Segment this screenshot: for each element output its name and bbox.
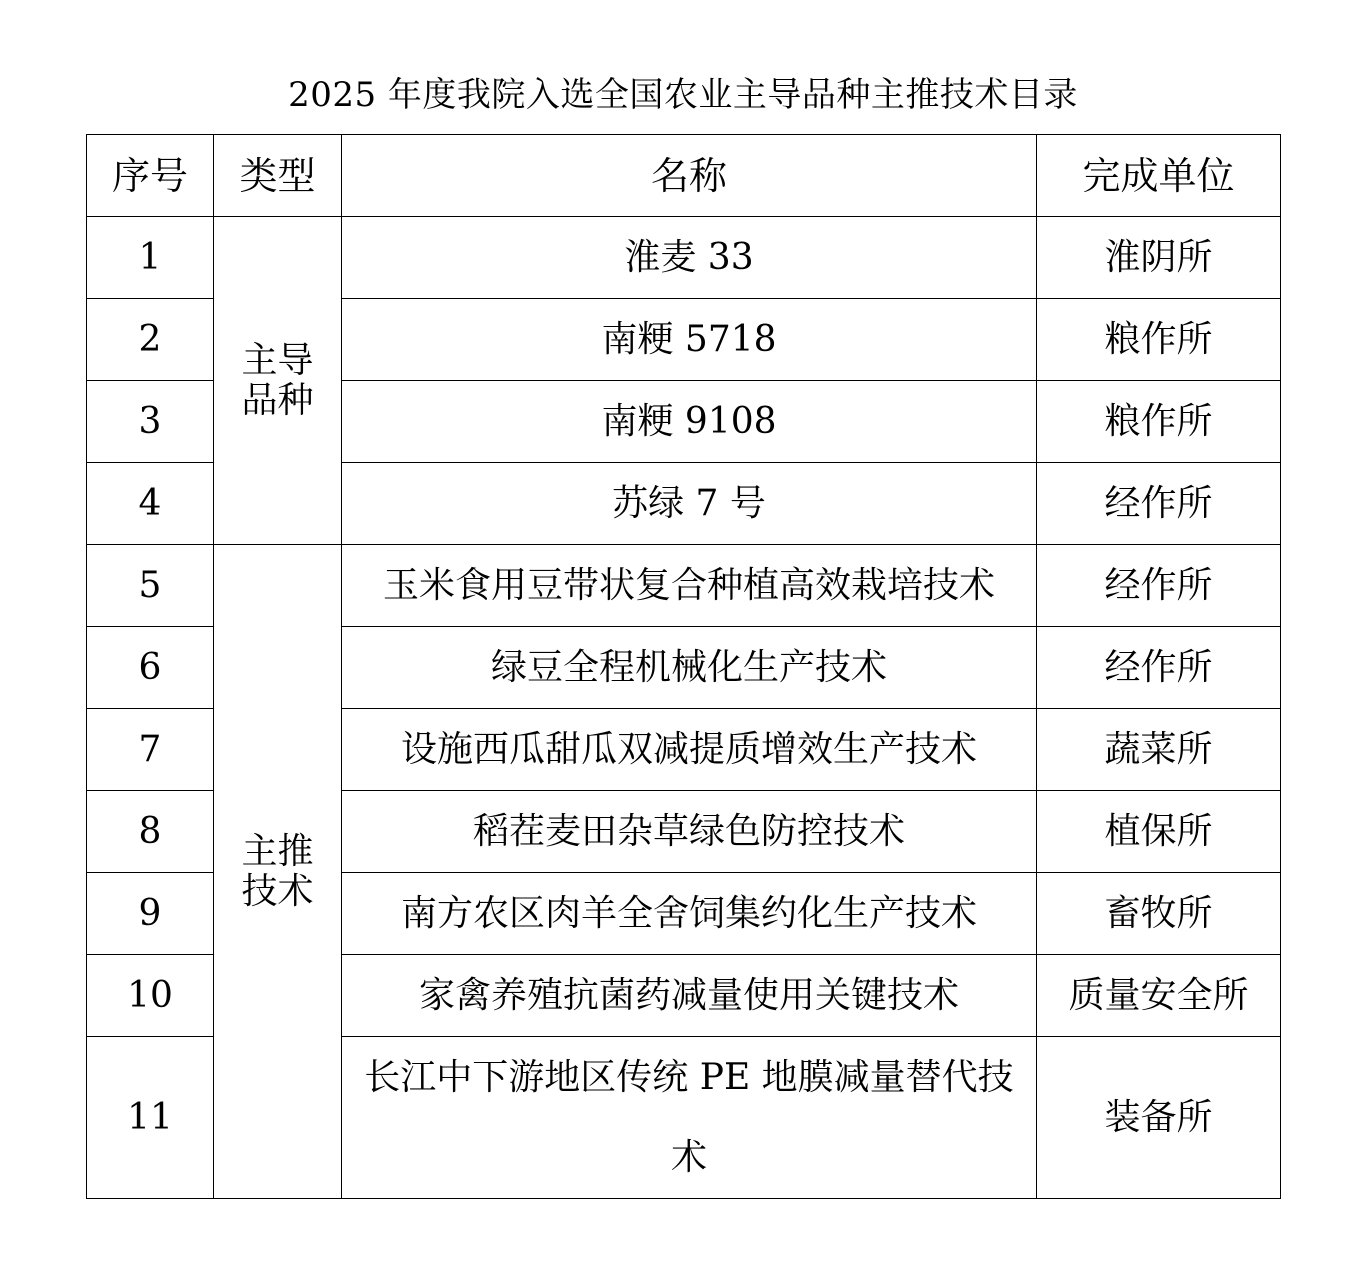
row-name: 家禽养殖抗菌药减量使用关键技术 [342, 955, 1037, 1037]
row-unit: 植保所 [1037, 791, 1281, 873]
row-unit: 畜牧所 [1037, 873, 1281, 955]
row-name: 绿豆全程机械化生产技术 [342, 627, 1037, 709]
table-row [87, 545, 1281, 627]
row-name: 南方农区肉羊全舍饲集约化生产技术 [342, 873, 1037, 955]
table-header-row [87, 135, 1281, 217]
row-name: 淮麦 33 [342, 217, 1037, 299]
row-index: 8 [87, 791, 214, 873]
row-name: 长江中下游地区传统 PE 地膜减量替代技术 [342, 1037, 1037, 1199]
row-unit: 蔬菜所 [1037, 709, 1281, 791]
row-unit: 装备所 [1037, 1037, 1281, 1199]
row-unit: 经作所 [1037, 545, 1281, 627]
row-index: 9 [87, 873, 214, 955]
type-cell-main-techniques [214, 545, 342, 1199]
row-name: 稻茬麦田杂草绿色防控技术 [342, 791, 1037, 873]
row-index: 2 [87, 299, 214, 381]
row-name: 苏绿 7 号 [342, 463, 1037, 545]
header-name: 名称 [342, 135, 1037, 217]
row-name: 玉米食用豆带状复合种植高效栽培技术 [342, 545, 1037, 627]
row-index: 11 [87, 1037, 214, 1199]
type-label-line2: 技术 [241, 870, 314, 912]
row-index: 5 [87, 545, 214, 627]
row-unit: 粮作所 [1037, 381, 1281, 463]
type-cell-main-varieties [214, 217, 342, 545]
catalog-table [86, 134, 1281, 1199]
row-index: 6 [87, 627, 214, 709]
row-unit: 经作所 [1037, 463, 1281, 545]
row-name: 南粳 9108 [342, 381, 1037, 463]
row-unit: 质量安全所 [1037, 955, 1281, 1037]
header-index: 序号 [87, 135, 214, 217]
row-unit: 粮作所 [1037, 299, 1281, 381]
header-type: 类型 [214, 135, 342, 217]
document-title: 2025 年度我院入选全国农业主导品种主推技术目录 [288, 75, 1078, 115]
row-unit: 淮阴所 [1037, 217, 1281, 299]
type-label-line2: 品种 [241, 379, 314, 421]
row-index: 3 [87, 381, 214, 463]
row-index: 7 [87, 709, 214, 791]
row-name: 南粳 5718 [342, 299, 1037, 381]
type-label-line1: 主推 [241, 830, 314, 872]
row-name: 设施西瓜甜瓜双减提质增效生产技术 [342, 709, 1037, 791]
table-row [87, 217, 1281, 299]
row-index: 1 [87, 217, 214, 299]
row-unit: 经作所 [1037, 627, 1281, 709]
row-index: 10 [87, 955, 214, 1037]
row-index: 4 [87, 463, 214, 545]
header-unit: 完成单位 [1037, 135, 1281, 217]
type-label-line1: 主导 [241, 339, 314, 381]
